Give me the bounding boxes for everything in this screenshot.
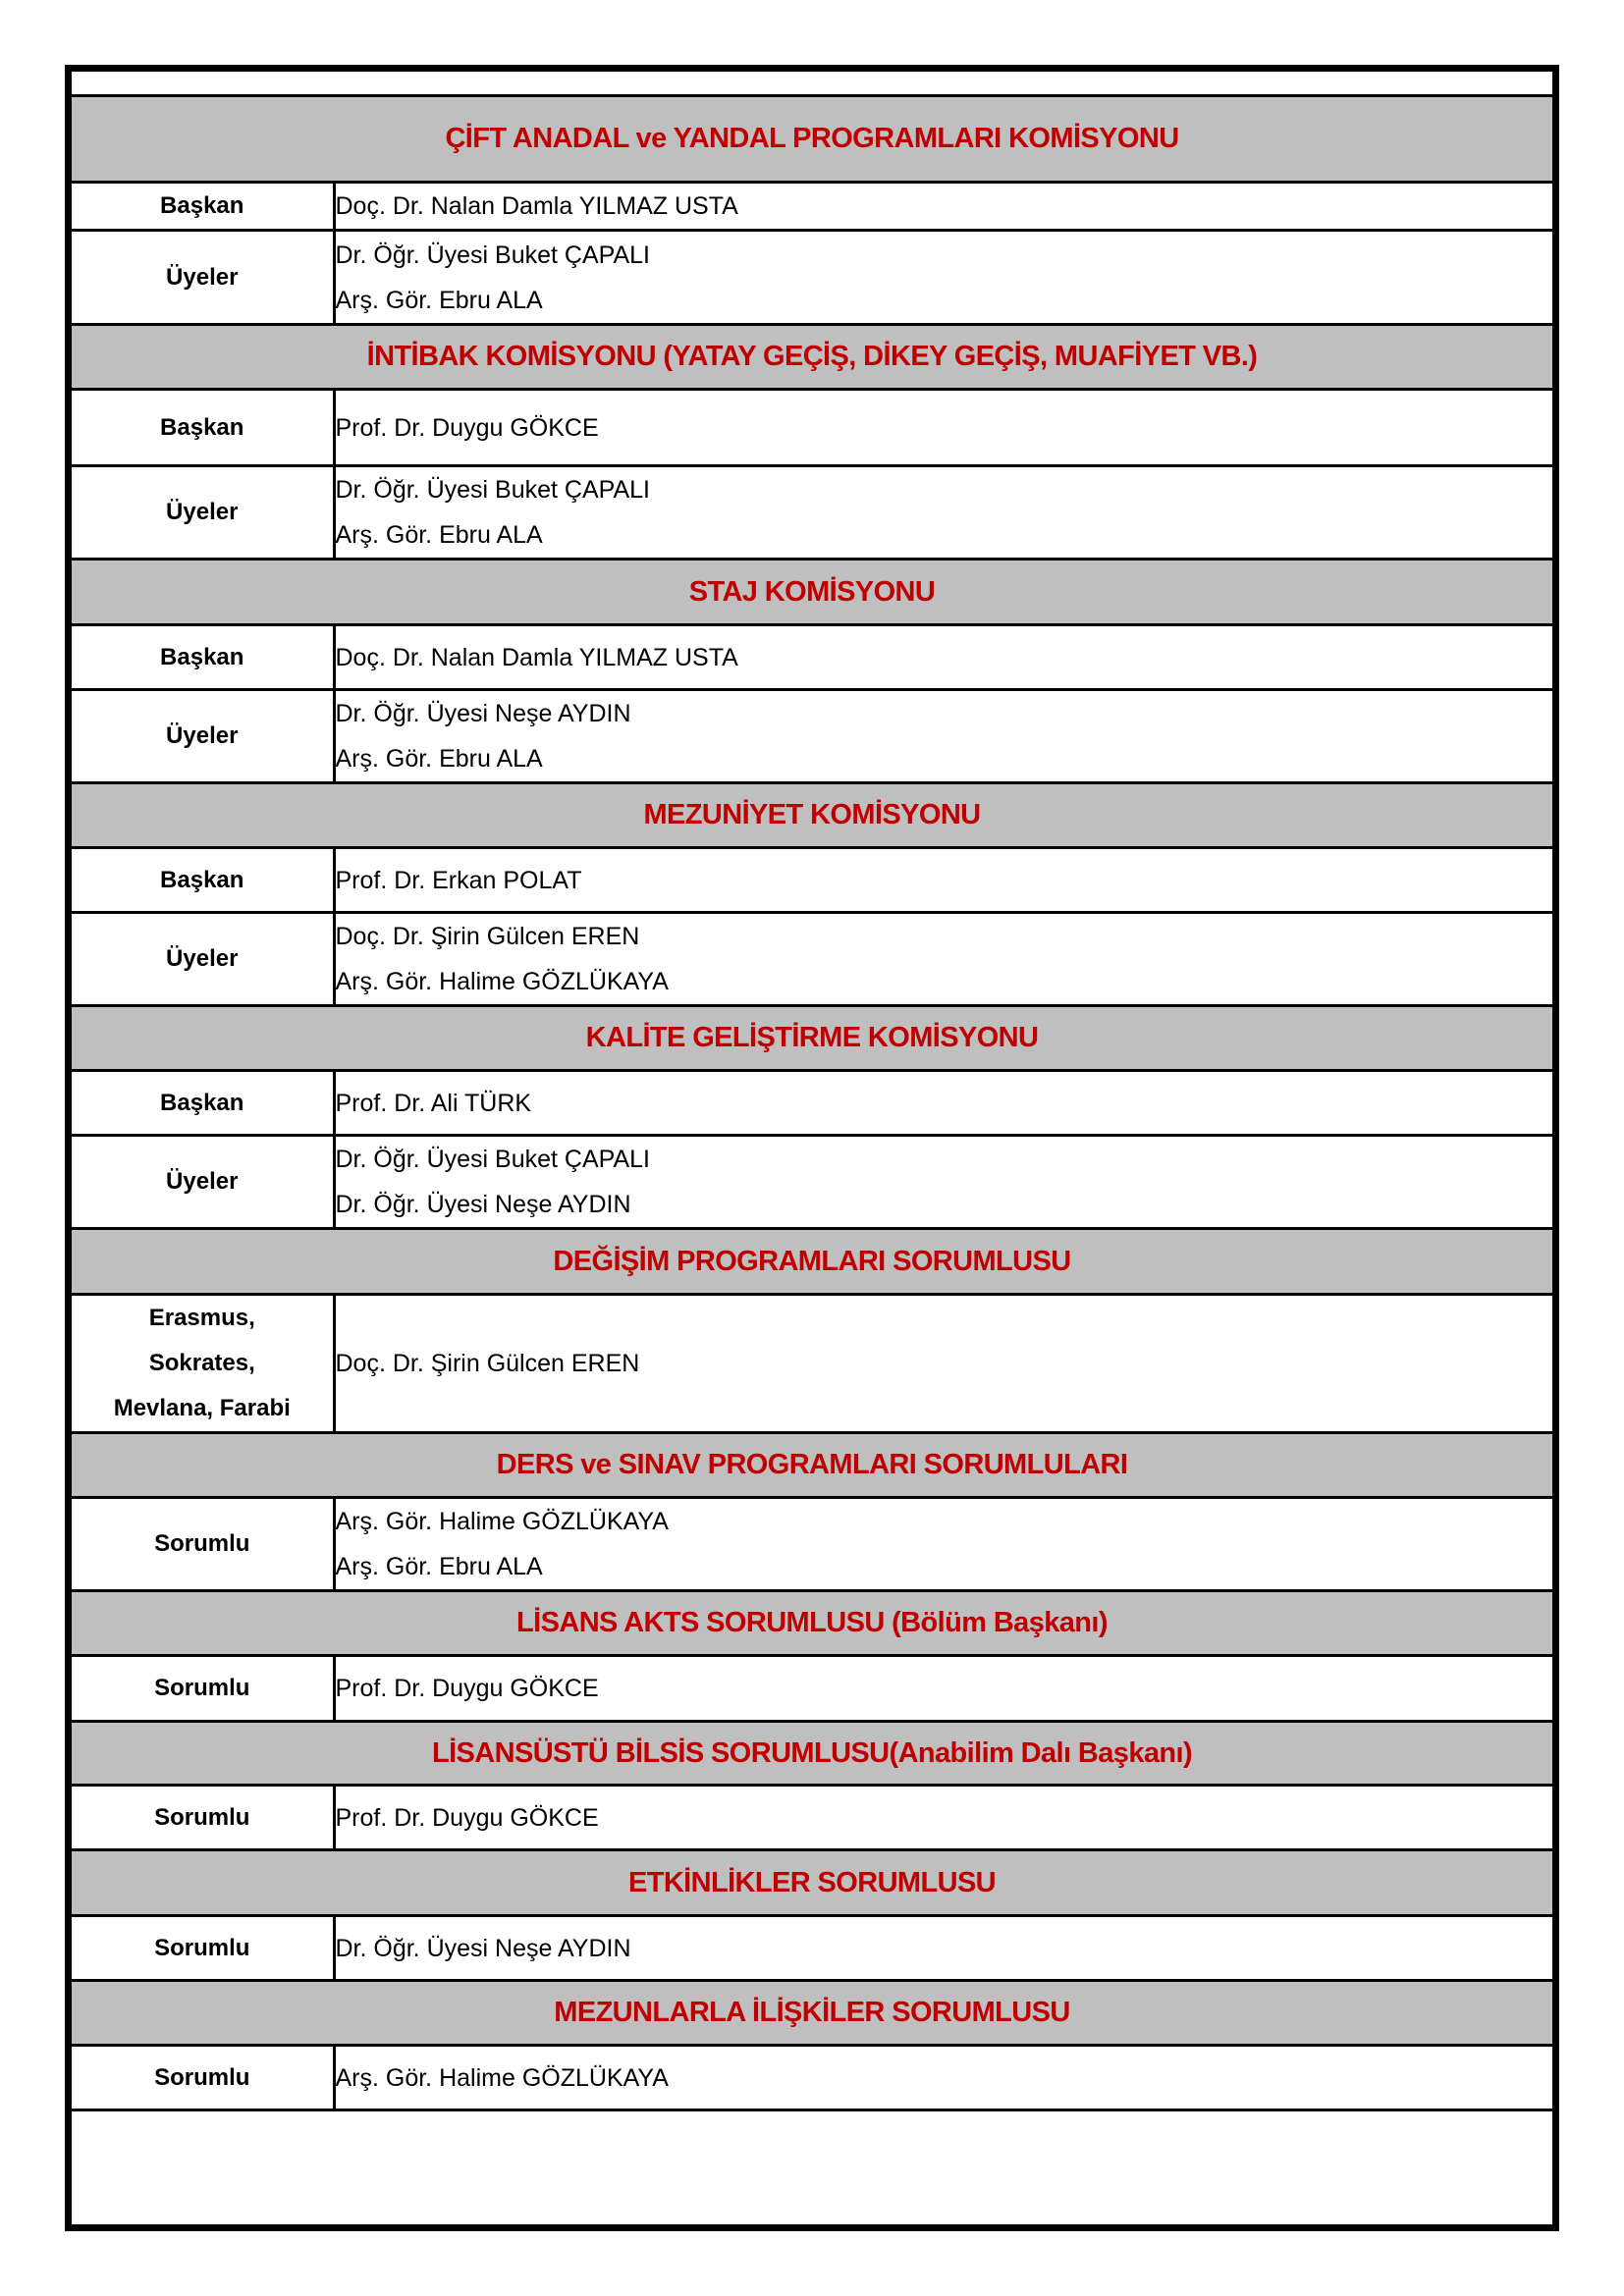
section-header-row — [72, 1229, 1552, 1295]
person-name: Dr. Öğr. Üyesi Buket ÇAPALI — [335, 1146, 650, 1173]
role-label: Başkan — [160, 1089, 244, 1116]
names-cell — [334, 848, 1552, 913]
table-row — [72, 466, 1552, 560]
role-label: Sorumlu — [154, 2063, 250, 2091]
section-title: DEĞİŞİM PROGRAMLARI SORUMLUSU — [72, 1229, 1552, 1295]
section-header-row — [72, 1006, 1552, 1071]
role-cell — [72, 183, 334, 231]
names-cell — [334, 913, 1552, 1006]
table-row — [72, 1786, 1552, 1850]
person-name: Dr. Öğr. Üyesi Neşe AYDIN — [335, 700, 631, 727]
names-cell — [334, 390, 1552, 466]
names-cell — [334, 466, 1552, 560]
role-label: Mevlana, Farabi — [113, 1395, 291, 1421]
role-cell — [72, 466, 334, 560]
role-cell — [72, 1786, 334, 1850]
role-cell — [72, 1656, 334, 1722]
table-row — [72, 2046, 1552, 2110]
role-label: Sorumlu — [154, 1803, 250, 1831]
person-name: Dr. Öğr. Üyesi Buket ÇAPALI — [335, 240, 650, 269]
section-header-row — [72, 1591, 1552, 1656]
table-row — [72, 690, 1552, 783]
section-header-row — [72, 1981, 1552, 2046]
person-name: Dr. Öğr. Üyesi Buket ÇAPALI — [335, 476, 650, 504]
role-cell — [72, 848, 334, 913]
person-name: Dr. Öğr. Üyesi Neşe AYDIN — [335, 1934, 631, 1962]
person-name: Arş. Gör. Ebru ALA — [335, 286, 543, 314]
section-header-row — [72, 96, 1552, 183]
section-title: İNTİBAK KOMİSYONU (YATAY GEÇİŞ, DİKEY GEÇİŞ, MUAFİYET VB.) — [72, 325, 1552, 390]
table-row — [72, 1295, 1552, 1433]
section-header-row — [72, 1433, 1552, 1498]
role-label: Sorumlu — [154, 1675, 250, 1701]
section-title: MEZUNİYET KOMİSYONU — [72, 783, 1552, 848]
table-row — [72, 231, 1552, 325]
role-label: Üyeler — [166, 263, 239, 291]
table-row — [72, 1136, 1552, 1229]
role-label: Başkan — [160, 192, 244, 219]
person-name: Doç. Dr. Şirin Gülcen EREN — [335, 923, 640, 950]
blank-top-row — [72, 72, 1552, 96]
role-label: Başkan — [160, 866, 244, 893]
person-name: Doç. Dr. Nalan Damla YILMAZ USTA — [335, 643, 738, 671]
section-title: ÇİFT ANADAL ve YANDAL PROGRAMLARI KOMİSYONU — [72, 96, 1552, 183]
role-cell — [72, 1136, 334, 1229]
blank-cell — [72, 72, 1552, 96]
person-name: Arş. Gör. Ebru ALA — [335, 521, 543, 549]
person-name: Prof. Dr. Ali TÜRK — [335, 1089, 532, 1117]
person-name: Arş. Gör. Ebru ALA — [335, 745, 543, 773]
section-title: STAJ KOMİSYONU — [72, 560, 1552, 625]
role-cell — [72, 390, 334, 466]
table-row — [72, 625, 1552, 690]
names-cell — [334, 1656, 1552, 1722]
person-name: Arş. Gör. Halime GÖZLÜKAYA — [335, 1508, 669, 1535]
names-cell — [334, 1295, 1552, 1433]
section-title: LİSANS AKTS SORUMLUSU (Bölüm Başkanı) — [72, 1591, 1552, 1656]
role-label: Sorumlu — [154, 1530, 250, 1557]
table-row — [72, 1916, 1552, 1981]
person-name: Prof. Dr. Erkan POLAT — [335, 866, 582, 894]
commission-table — [72, 72, 1552, 2111]
role-label: Üyeler — [166, 499, 239, 525]
document-frame — [65, 65, 1559, 2231]
section-title: DERS ve SINAV PROGRAMLARI SORUMLULARI — [72, 1433, 1552, 1498]
section-title: ETKİNLİKLER SORUMLUSU — [72, 1850, 1552, 1916]
role-label: Üyeler — [166, 722, 239, 749]
names-cell — [334, 183, 1552, 231]
section-header-row — [72, 1722, 1552, 1786]
person-name: Doç. Dr. Nalan Damla YILMAZ USTA — [335, 192, 738, 220]
role-label: Başkan — [160, 643, 244, 670]
names-cell — [334, 1916, 1552, 1981]
role-cell — [72, 1295, 334, 1433]
names-cell — [334, 625, 1552, 690]
names-cell — [334, 231, 1552, 325]
section-header-row — [72, 783, 1552, 848]
section-title: LİSANSÜSTÜ BİLSİS SORUMLUSU(Anabilim Dalı Başkanı) — [72, 1722, 1552, 1786]
person-name: Arş. Gör. Halime GÖZLÜKAYA — [335, 2063, 669, 2092]
role-label: Üyeler — [166, 945, 239, 972]
names-cell — [334, 1786, 1552, 1850]
table-row — [72, 1656, 1552, 1722]
section-header-row — [72, 1850, 1552, 1916]
names-cell — [334, 2046, 1552, 2110]
names-cell — [334, 1498, 1552, 1591]
role-cell — [72, 1916, 334, 1981]
person-name: Arş. Gör. Halime GÖZLÜKAYA — [335, 968, 669, 995]
person-name: Prof. Dr. Duygu GÖKCE — [335, 1675, 599, 1702]
names-cell — [334, 690, 1552, 783]
role-label: Erasmus, — [148, 1305, 255, 1331]
role-cell — [72, 231, 334, 325]
table-row — [72, 1071, 1552, 1136]
role-label: Üyeler — [166, 1168, 239, 1195]
person-name: Prof. Dr. Duygu GÖKCE — [335, 413, 599, 442]
person-name: Dr. Öğr. Üyesi Neşe AYDIN — [335, 1191, 631, 1218]
role-cell — [72, 1071, 334, 1136]
section-header-row — [72, 325, 1552, 390]
role-cell — [72, 690, 334, 783]
section-title: MEZUNLARLA İLİŞKİLER SORUMLUSU — [72, 1981, 1552, 2046]
role-cell — [72, 2046, 334, 2110]
person-name: Doç. Dr. Şirin Gülcen EREN — [335, 1350, 640, 1377]
section-title: KALİTE GELİŞTİRME KOMİSYONU — [72, 1006, 1552, 1071]
role-label: Sokrates, — [148, 1350, 255, 1376]
role-label: Sorumlu — [154, 1934, 250, 1961]
section-header-row — [72, 560, 1552, 625]
table-row — [72, 913, 1552, 1006]
role-cell — [72, 1498, 334, 1591]
table-row — [72, 390, 1552, 466]
table-row — [72, 848, 1552, 913]
table-row — [72, 183, 1552, 231]
table-row — [72, 1498, 1552, 1591]
names-cell — [334, 1136, 1552, 1229]
person-name: Prof. Dr. Duygu GÖKCE — [335, 1803, 599, 1832]
role-cell — [72, 913, 334, 1006]
role-label: Başkan — [160, 413, 244, 441]
names-cell — [334, 1071, 1552, 1136]
role-cell — [72, 625, 334, 690]
person-name: Arş. Gör. Ebru ALA — [335, 1553, 543, 1580]
